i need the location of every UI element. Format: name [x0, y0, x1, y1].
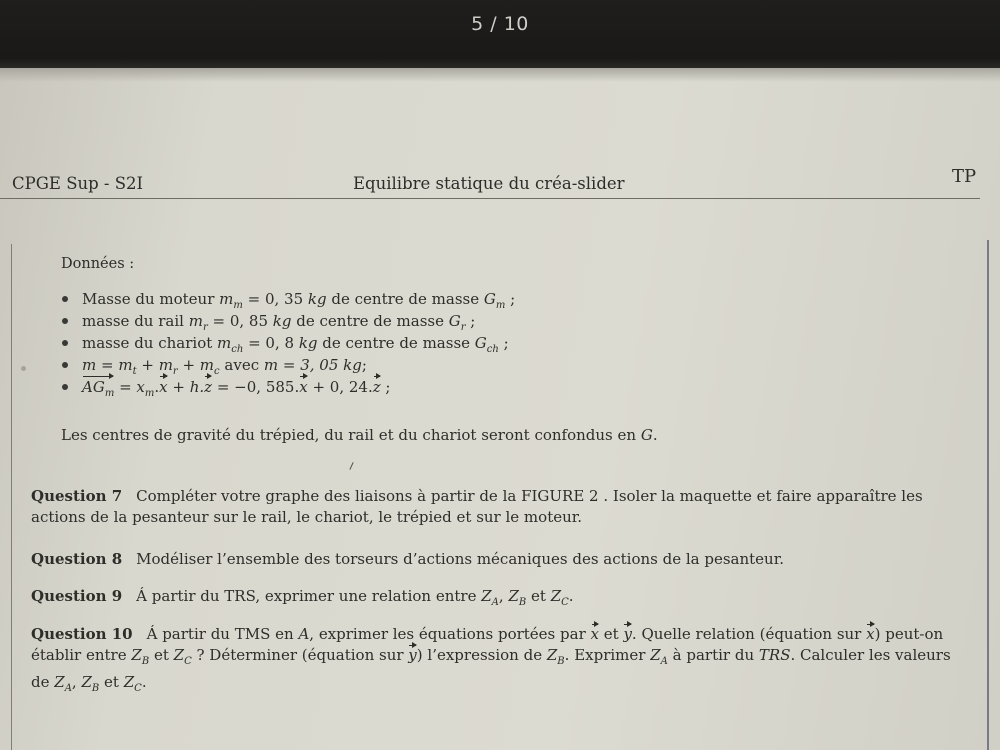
- donnees-list: [62, 288, 515, 398]
- list-item: masse du chariot $m_{ch} = 0$, 8 kg de centre de masse $G_{ch}$ ;: [62, 332, 515, 354]
- stray-mark: [349, 462, 353, 470]
- vector-arrow-icon: x: [590, 625, 599, 643]
- header-course: CPGE Sup - S2I: [12, 174, 144, 193]
- vector-arrow-icon: $AG_m$: [82, 376, 114, 405]
- bullet-icon: [62, 362, 68, 368]
- page-header: [0, 164, 1000, 200]
- gravity-centres-note: Les centres de gravité du trépied, du rail et du chariot seront confondus en G.: [61, 426, 658, 444]
- vector-arrow-icon: x: [866, 625, 875, 643]
- list-item-total-mass: $m = m_t + m_r + m_c$ avec m = 3, 05 kg;: [62, 354, 515, 376]
- frame-right-border: [987, 240, 989, 750]
- vector-arrow-icon: x: [299, 378, 308, 396]
- bullet-icon: [62, 384, 68, 390]
- document-page: [0, 68, 1000, 750]
- page-counter: 5 / 10: [471, 13, 529, 35]
- vector-arrow-icon: x: [159, 378, 168, 396]
- question-label: Question 7: [31, 487, 123, 505]
- frame-left-border: [11, 244, 12, 750]
- question-label: Question 8: [31, 550, 123, 568]
- list-item-position-vector: $AG_m = x_m.x + h.z = -0$, 585.x + 0, 24.z ;: [62, 376, 515, 398]
- bullet-icon: [62, 296, 68, 302]
- question-label: Question 10: [31, 625, 133, 643]
- header-title: Equilibre statique du créa-slider: [353, 174, 625, 193]
- stray-mark: [21, 366, 26, 371]
- list-item: masse du rail $m_r = 0$, 85 kg de centre de masse $G_r$ ;: [62, 310, 515, 332]
- page-edge-shadow: [0, 68, 1000, 82]
- vector-arrow-icon: z: [204, 378, 213, 396]
- vector-arrow-icon: y: [408, 646, 417, 664]
- question-label: Question 9: [31, 587, 123, 605]
- header-type: TP: [952, 166, 977, 187]
- viewer-top-bar: [0, 0, 1000, 68]
- question-10: Question 10 Á partir du TMS en A, exprimer les équations portées par x et y. Quelle relation (équation sur x) peut-on établir entre $Z_B$ et $Z_C$ ? Déterminer (équation sur y) l’expression de $Z_B$. Exprimer $Z_A$ à partir du TRS. Calculer les valeurs de $Z_A$, $Z_B$ et $Z_C$.: [31, 625, 951, 694]
- list-item: Masse du moteur $m_m = 0$, 35 kg de centre de masse $G_m$ ;: [62, 288, 515, 310]
- question-8: [31, 549, 971, 570]
- question-9: Question 9 Á partir du TRS, exprimer une relation entre $Z_A$, $Z_B$ et $Z_C$.: [31, 587, 574, 608]
- donnees-title: Données :: [61, 256, 135, 272]
- bullet-icon: [62, 318, 68, 324]
- question-7: [31, 486, 971, 528]
- vector-arrow-icon: y: [623, 625, 632, 643]
- question-text: Compléter votre graphe des liaisons à partir de la FIGURE 2 . Isoler la maquette et faire apparaître les actions de la pesanteur sur le rail, le chariot, le trépied et sur le moteur.: [31, 487, 923, 526]
- question-text: Modéliser l’ensemble des torseurs d’actions mécaniques des actions de la pesanteur.: [136, 550, 785, 568]
- vector-arrow-icon: z: [372, 378, 381, 396]
- bullet-icon: [62, 340, 68, 346]
- header-divider: [0, 198, 980, 199]
